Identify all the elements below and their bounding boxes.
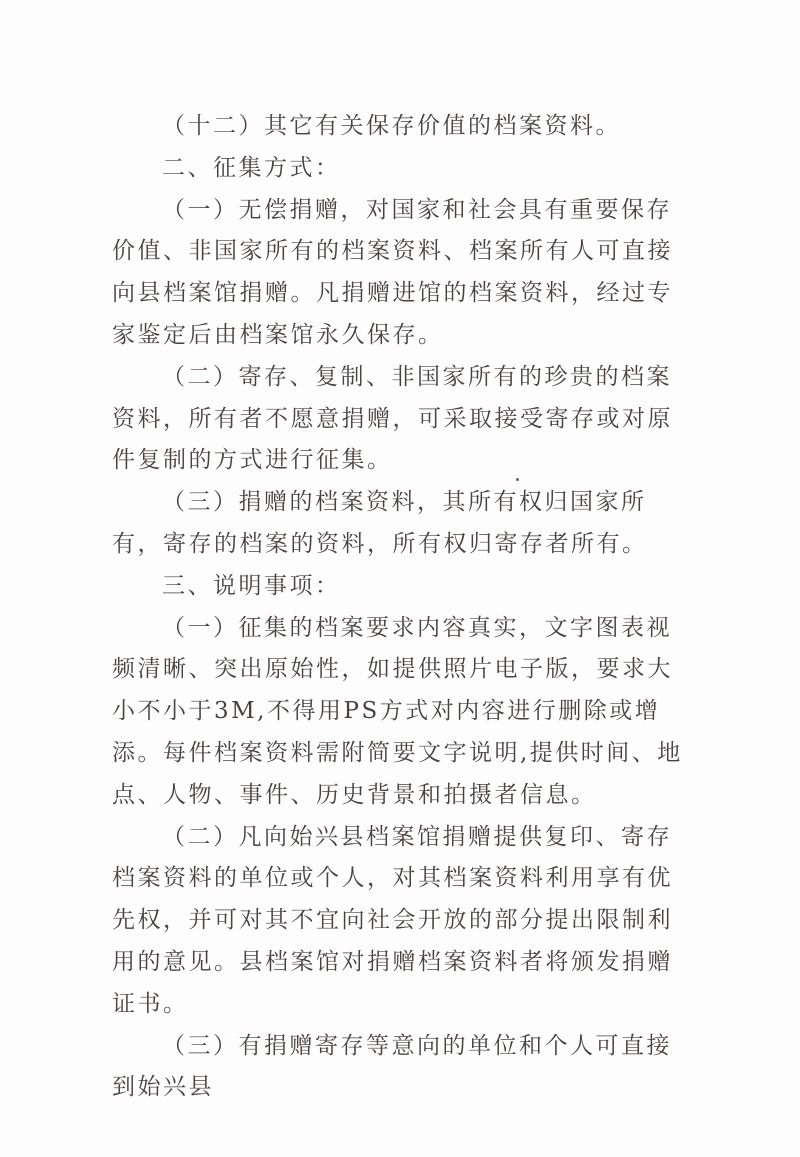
paragraph-deposit-copy: （二）寄存、复制、非国家所有的珍贵的档案资料，所有者不愿意捐赠，可采取接受寄存或对原件复制的方式进行征集。 xyxy=(112,363,673,474)
section-heading-collection-methods: 二、征集方式： xyxy=(162,154,341,181)
document-body xyxy=(112,106,696,1109)
section-heading-notes: 三、说明事项： xyxy=(162,572,341,599)
paragraph-priority-rights: （二）凡向始兴县档案馆捐赠提供复印、寄存档案资料的单位或个人，对其档案资料利用享有优先权，并可对其不宜向社会开放的部分提出限制利用的意见。县档案馆对捐赠档案资料者将颁发捐赠证书。 xyxy=(112,823,673,1017)
scan-speck xyxy=(516,478,519,481)
paragraph-requirements: （一）征集的档案要求内容真实，文字图表视频清晰、突出原始性，如提供照片电子版，要求大小不小于3M,不得用PS方式对内容进行删除或增添。每件档案资料需附简要文字说明,提供时间、地点、人物、事件、历史背景和拍摄者信息。 xyxy=(112,614,683,808)
paragraph-item-12: （十二）其它有关保存价值的档案资料。 xyxy=(162,113,621,139)
paragraph-ownership: （三）捐赠的档案资料，其所有权归国家所有，寄存的档案的资料，所有权归寄存者所有。 xyxy=(112,489,648,557)
paragraph-contact: （三）有捐赠寄存等意向的单位和个人可直接到始兴县 xyxy=(112,1032,672,1101)
paragraph-free-donation: （一）无偿捐赠，对国家和社会具有重要保存价值、非国家所有的档案资料、档案所有人可直接向县档案馆捐赠。凡捐赠进馆的档案资料，经过专家鉴定后由档案馆永久保存。 xyxy=(112,196,673,348)
